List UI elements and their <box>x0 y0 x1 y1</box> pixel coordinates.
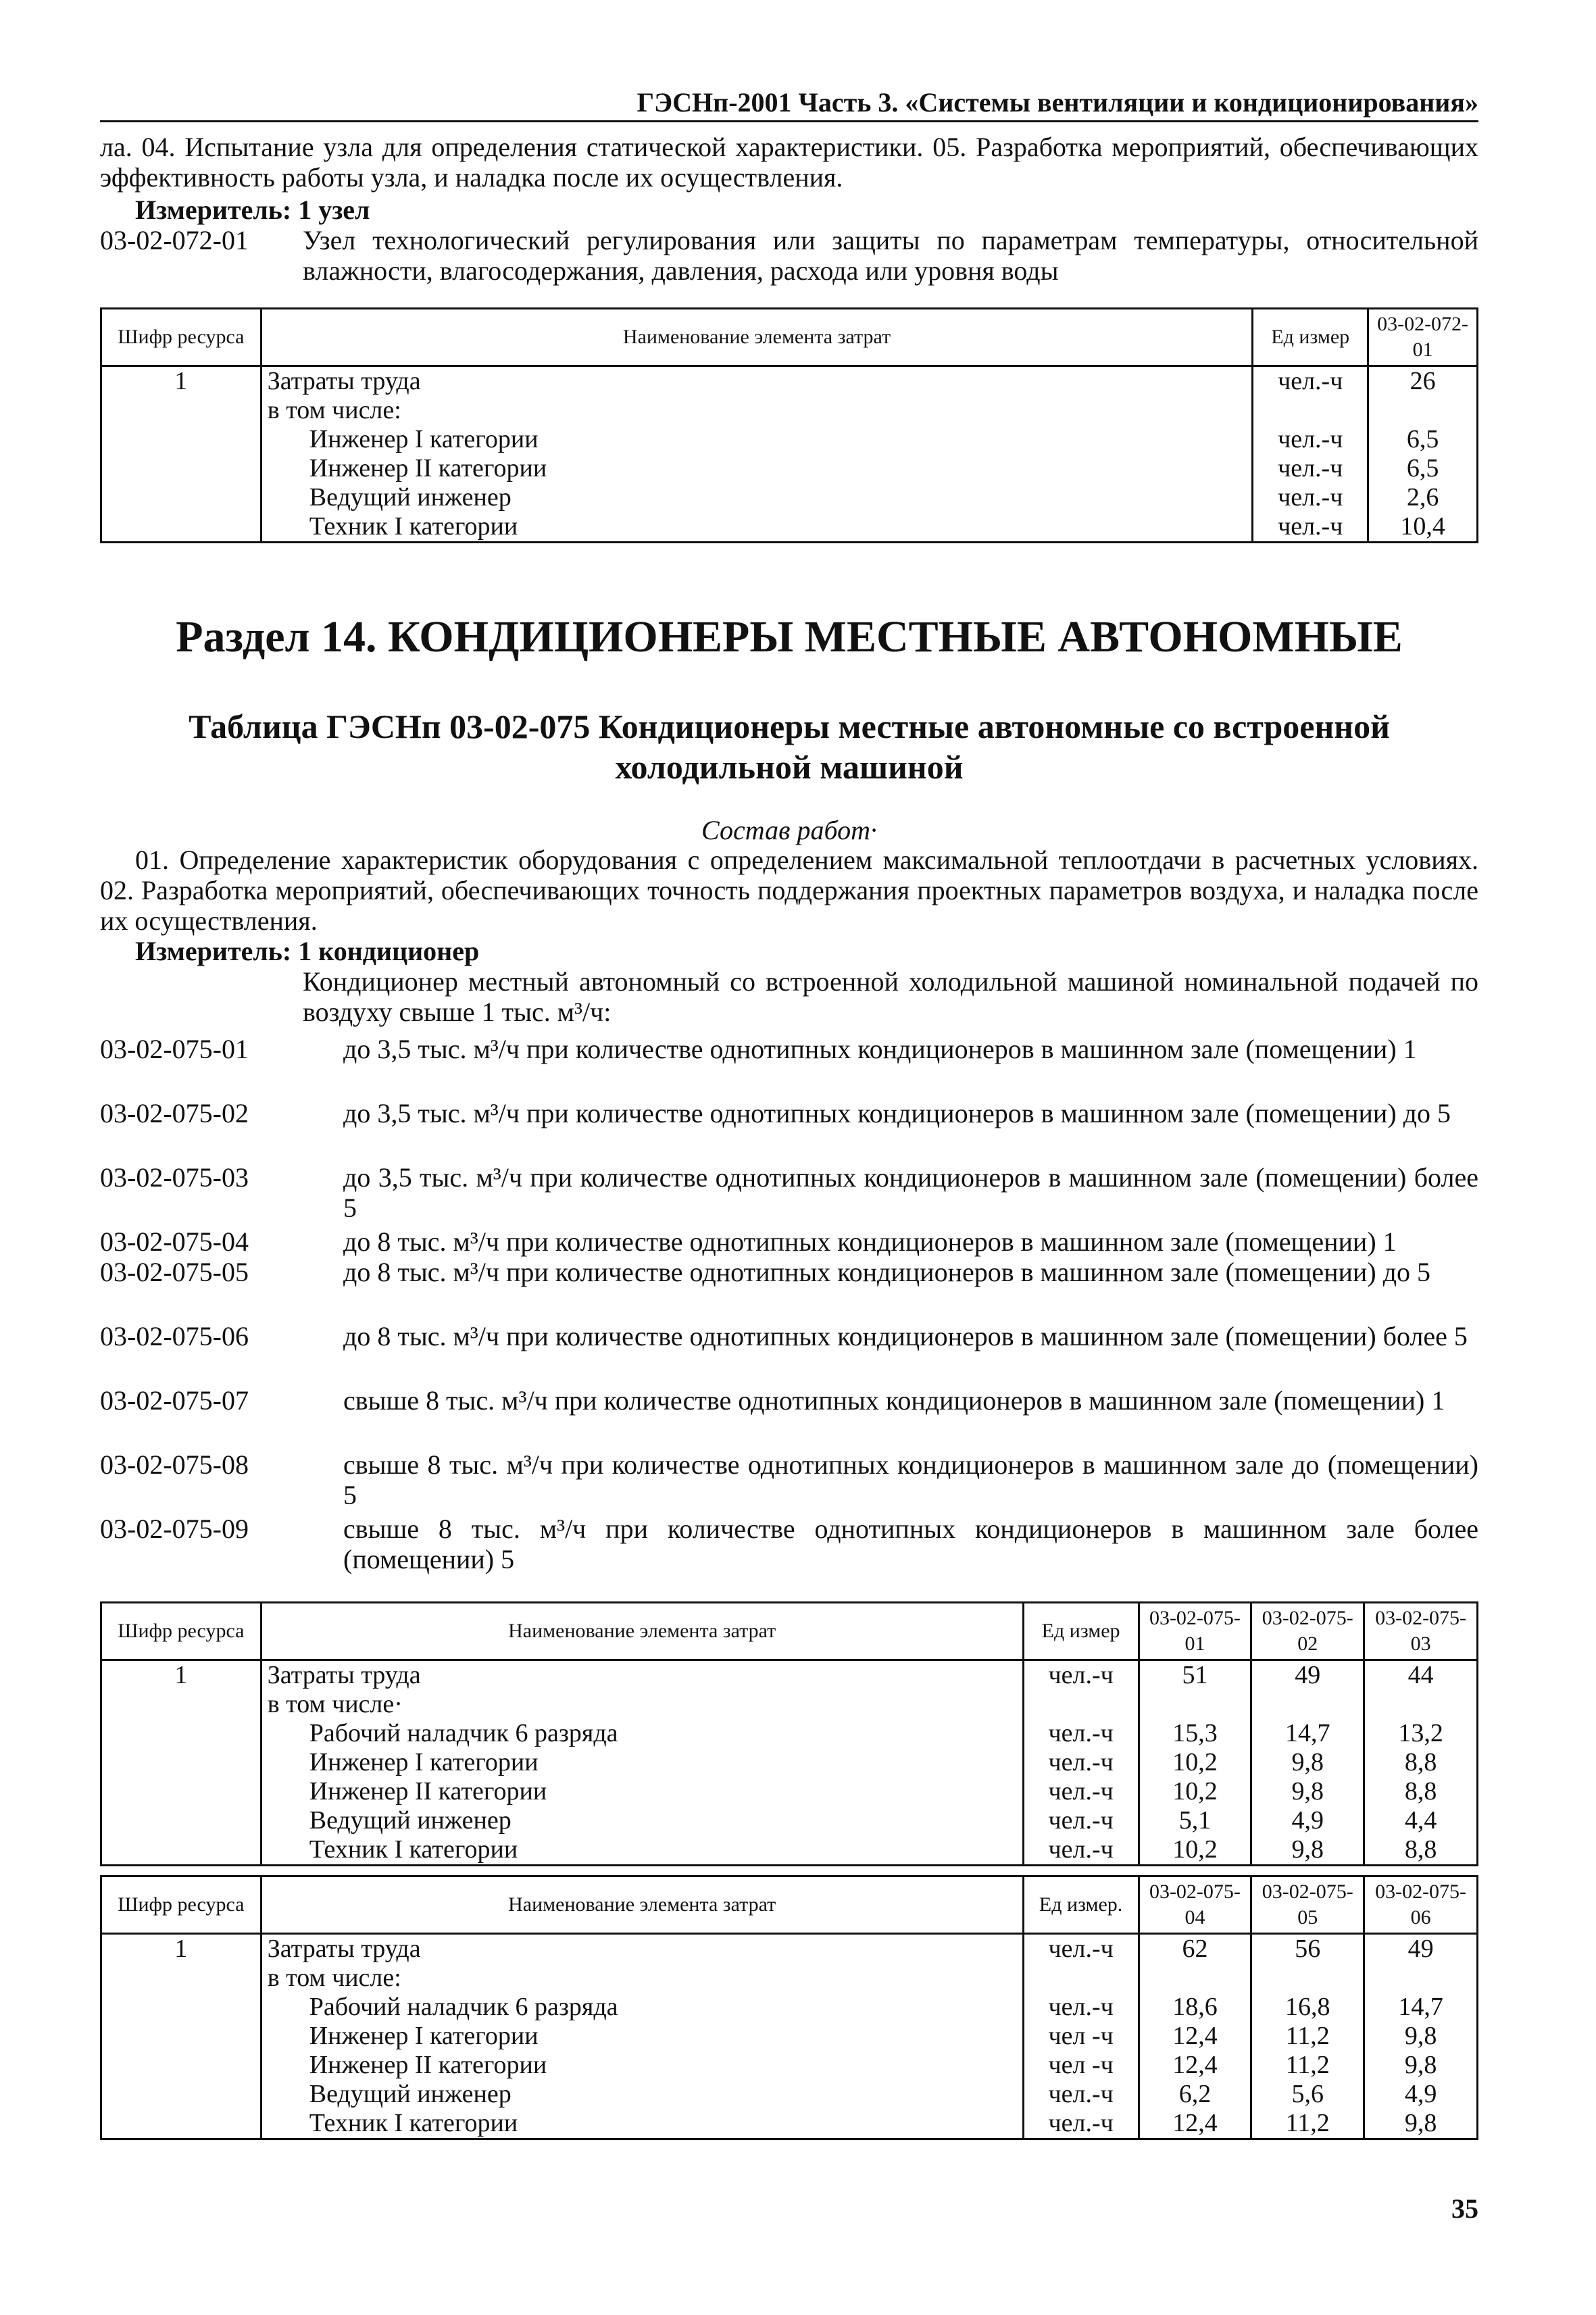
norm-value-cell: 11,2 <box>1251 2022 1364 2051</box>
norm-value-cell <box>1364 1964 1478 1993</box>
work-composition-text: 01. Определение характеристик оборудования с определением максимальной теплоотдачи в расчетных условиях. 02. Разработка мероприятий, обеспечивающих точность поддержания проектных параметров воздуха, и наладка после их осуществления. <box>100 845 1478 936</box>
cost-element-cell: в том числе· <box>261 1690 1023 1719</box>
norm-value-cell: 2,6 <box>1368 483 1478 512</box>
resource-code-cell <box>101 1964 261 1993</box>
norm-value-cell: 11,2 <box>1251 2051 1364 2080</box>
item-description: до 3,5 тыс. м³/ч при количестве однотипных кондиционеров в машинном зале (помещении) 1 <box>343 1034 1417 1064</box>
item-code: 03-02-075-07 <box>100 1385 249 1416</box>
unit-cell: чел -ч <box>1023 2022 1139 2051</box>
col-header-resource-code: Шифр ресурса <box>101 309 261 366</box>
cost-element-cell: Инженер II категории <box>261 2051 1023 2080</box>
cost-element-cell: Рабочий наладчик 6 разряда <box>261 1993 1023 2022</box>
table-title: Таблица ГЭСНп 03-02-075 Кондиционеры местные автономные со встроенной холодильной машиной <box>189 707 1390 786</box>
table-row <box>101 2022 1478 2051</box>
resource-code-cell: 1 <box>101 366 261 397</box>
unit-cell: чел.-ч <box>1023 1719 1139 1748</box>
norm-value-cell: 6,5 <box>1368 454 1478 483</box>
item-description: до 8 тыс. м³/ч при количестве однотипных кондиционеров в машинном зале (помещении) 1 <box>343 1226 1397 1257</box>
col-header-unit: Ед измер <box>1023 1603 1139 1660</box>
norm-value-cell: 62 <box>1139 1934 1251 1964</box>
unit-cell: чел.-ч <box>1023 1660 1139 1691</box>
table-row <box>101 1777 1478 1806</box>
norm-value-cell <box>1364 1690 1478 1719</box>
norm-value-cell: 9,8 <box>1364 2022 1478 2051</box>
unit-cell: чел.-ч <box>1023 1748 1139 1777</box>
cost-element-cell: Ведущий инженер <box>261 2080 1023 2109</box>
norm-value-cell: 5,6 <box>1251 2080 1364 2109</box>
table-row <box>101 454 1478 483</box>
col-header-norm: 03-02-075-05 <box>1251 1876 1364 1934</box>
resource-code-cell <box>101 2080 261 2109</box>
cost-element-cell: в том числе: <box>261 396 1253 425</box>
norm-value-cell <box>1251 1690 1364 1719</box>
table-row <box>101 1690 1478 1719</box>
table-row <box>101 483 1478 512</box>
col-header-cost-element: Наименование элемента затрат <box>261 1603 1023 1660</box>
group-description: Кондиционер местный автономный со встроенной холодильной машиной номинальной подачей по воздуху свыше 1 тыс. м³/ч: <box>303 966 1478 1027</box>
unit-cell: чел.-ч <box>1253 512 1368 543</box>
cost-element-cell: Затраты труда <box>261 366 1253 397</box>
norm-value-cell <box>1251 1964 1364 1993</box>
unit-cell: чел.-ч <box>1023 1993 1139 2022</box>
norm-value-cell: 8,8 <box>1364 1835 1478 1866</box>
item-description: Узел технологический регулирования или защиты по параметрам температуры, относительной влажности, влагосодержания, давления, расхода или уровня воды <box>303 225 1478 286</box>
item-code: 03-02-075-09 <box>100 1514 249 1544</box>
resource-code-cell <box>101 1993 261 2022</box>
resource-code-cell <box>101 1835 261 1866</box>
norm-value-cell: 8,8 <box>1364 1748 1478 1777</box>
resource-code-cell <box>101 425 261 454</box>
col-header-resource-code: Шифр ресурса <box>101 1603 261 1660</box>
norm-value-cell: 11,2 <box>1251 2109 1364 2139</box>
resource-code-cell <box>101 1748 261 1777</box>
item-description: свыше 8 тыс. м³/ч при количестве однотипных кондиционеров в машинном зале до (помещении) 5 <box>343 1449 1478 1510</box>
resource-code-cell <box>101 2109 261 2139</box>
cost-element-cell: Техник I категории <box>261 512 1253 543</box>
cost-element-cell: Рабочий наладчик 6 разряда <box>261 1719 1023 1748</box>
item-description: до 3,5 тыс. м³/ч при количестве однотипных кондиционеров в машинном зале (помещении) до 5 <box>343 1098 1451 1128</box>
norm-value-cell: 9,8 <box>1251 1835 1364 1866</box>
item-code: 03-02-075-06 <box>100 1321 249 1351</box>
item-code: 03-02-075-08 <box>100 1449 249 1480</box>
unit-cell: чел -ч <box>1023 2051 1139 2080</box>
cost-element-cell: Техник I категории <box>261 1835 1023 1866</box>
norm-value-cell: 4,9 <box>1364 2080 1478 2109</box>
norm-value-cell: 5,1 <box>1139 1806 1251 1835</box>
col-header-resource-code: Шифр ресурса <box>101 1876 261 1934</box>
unit-cell <box>1023 1964 1139 1993</box>
resource-code-cell <box>101 1690 261 1719</box>
item-description: свыше 8 тыс. м³/ч при количестве однотипных кондиционеров в машинном зале (помещении) 1 <box>343 1385 1445 1416</box>
unit-cell <box>1023 1690 1139 1719</box>
cost-element-cell: Ведущий инженер <box>261 1806 1023 1835</box>
cost-element-cell: в том числе: <box>261 1964 1023 1993</box>
norm-value-cell: 9,8 <box>1364 2109 1478 2139</box>
table-row <box>101 1964 1478 1993</box>
item-description: до 8 тыс. м³/ч при количестве однотипных кондиционеров в машинном зале (помещении) более 5 <box>343 1321 1468 1351</box>
col-header-norm: 03-02-075-02 <box>1251 1603 1364 1660</box>
table-row <box>101 1993 1478 2022</box>
resource-code-cell <box>101 396 261 425</box>
resource-code-cell <box>101 1806 261 1835</box>
norm-value-cell: 14,7 <box>1251 1719 1364 1748</box>
unit-cell: чел.-ч <box>1253 366 1368 397</box>
col-header-norm: 03-02-075-06 <box>1364 1876 1478 1934</box>
norm-value-cell: 9,8 <box>1251 1777 1364 1806</box>
table-row <box>101 512 1478 543</box>
table-row <box>101 1934 1478 1964</box>
col-header-norm: 03-02-075-01 <box>1139 1603 1251 1660</box>
resource-code-cell: 1 <box>101 1934 261 1964</box>
table-row <box>101 396 1478 425</box>
norm-value-cell: 16,8 <box>1251 1993 1364 2022</box>
unit-cell: чел.-ч <box>1023 1806 1139 1835</box>
resource-code-cell <box>101 1719 261 1748</box>
col-header-cost-element: Наименование элемента затрат <box>261 1876 1023 1934</box>
col-header-cost-element: Наименование элемента затрат <box>261 309 1253 366</box>
table-row <box>101 1748 1478 1777</box>
norm-value-cell: 12,4 <box>1139 2051 1251 2080</box>
norm-value-cell: 12,4 <box>1139 2109 1251 2139</box>
cost-element-cell: Техник I категории <box>261 2109 1023 2139</box>
unit-cell <box>1253 396 1368 425</box>
item-code: 03-02-075-03 <box>100 1162 249 1193</box>
cost-element-cell: Инженер I категории <box>261 425 1253 454</box>
table-row <box>101 1835 1478 1866</box>
section-title: Раздел 14. КОНДИЦИОНЕРЫ МЕСТНЫЕ АВТОНОМНЫЕ <box>176 612 1403 662</box>
col-header-unit: Ед измер. <box>1023 1876 1139 1934</box>
unit-cell: чел.-ч <box>1253 454 1368 483</box>
item-description: до 8 тыс. м³/ч при количестве однотипных кондиционеров в машинном зале (помещении) до 5 <box>343 1257 1430 1287</box>
col-header-norm: 03-02-072-01 <box>1368 309 1478 366</box>
norm-value-cell: 10,2 <box>1139 1777 1251 1806</box>
col-header-norm: 03-02-075-04 <box>1139 1876 1251 1934</box>
table-row <box>101 1806 1478 1835</box>
cost-element-cell: Инженер II категории <box>261 454 1253 483</box>
unit-cell: чел.-ч <box>1023 1777 1139 1806</box>
unit-cell: чел.-ч <box>1023 1934 1139 1964</box>
item-description: до 3,5 тыс. м³/ч при количестве однотипных кондиционеров в машинном зале (помещении) более 5 <box>343 1162 1478 1223</box>
norm-value-cell: 18,6 <box>1139 1993 1251 2022</box>
norm-value-cell: 4,9 <box>1251 1806 1364 1835</box>
measure-unit-2: Измеритель: 1 кондиционер <box>135 936 480 966</box>
norm-value-cell: 10,2 <box>1139 1748 1251 1777</box>
cost-element-cell: Инженер I категории <box>261 2022 1023 2051</box>
cost-element-cell: Ведущий инженер <box>261 483 1253 512</box>
unit-cell: чел.-ч <box>1023 2109 1139 2139</box>
norm-value-cell: 8,8 <box>1364 1777 1478 1806</box>
norm-value-cell: 56 <box>1251 1934 1364 1964</box>
norm-value-cell <box>1368 396 1478 425</box>
item-code: 03-02-075-05 <box>100 1257 249 1287</box>
table-row <box>101 425 1478 454</box>
norm-value-cell: 6,5 <box>1368 425 1478 454</box>
item-code: 03-02-075-01 <box>100 1034 249 1064</box>
resource-code-cell <box>101 454 261 483</box>
norm-value-cell <box>1139 1690 1251 1719</box>
table-row <box>101 1660 1478 1691</box>
item-code: 03-02-072-01 <box>100 225 249 255</box>
table-row <box>101 2051 1478 2080</box>
norms-table-2 <box>100 1601 1478 1866</box>
cost-element-cell: Затраты труда <box>261 1660 1023 1691</box>
resource-code-cell <box>101 512 261 543</box>
resource-code-cell <box>101 2051 261 2080</box>
norm-value-cell: 9,8 <box>1251 1748 1364 1777</box>
norm-value-cell: 26 <box>1368 366 1478 397</box>
resource-code-cell <box>101 2022 261 2051</box>
resource-code-cell: 1 <box>101 1660 261 1691</box>
cost-element-cell: Инженер II категории <box>261 1777 1023 1806</box>
norm-value-cell: 49 <box>1364 1934 1478 1964</box>
table-row <box>101 1719 1478 1748</box>
col-header-unit: Ед измер <box>1253 309 1368 366</box>
cost-element-cell: Инженер I категории <box>261 1748 1023 1777</box>
item-code: 03-02-075-02 <box>100 1098 249 1128</box>
work-composition-label: Состав работ· <box>701 815 877 845</box>
unit-cell: чел.-ч <box>1023 2080 1139 2109</box>
unit-cell: чел.-ч <box>1253 483 1368 512</box>
norm-value-cell: 12,4 <box>1139 2022 1251 2051</box>
norm-value-cell <box>1139 1964 1251 1993</box>
col-header-norm: 03-02-075-03 <box>1364 1603 1478 1660</box>
norm-value-cell: 6,2 <box>1139 2080 1251 2109</box>
unit-cell: чел.-ч <box>1023 1835 1139 1866</box>
norm-value-cell: 14,7 <box>1364 1993 1478 2022</box>
header-rule <box>100 120 1478 122</box>
norms-table-3 <box>100 1875 1478 2140</box>
norm-value-cell: 9,8 <box>1364 2051 1478 2080</box>
norm-value-cell: 44 <box>1364 1660 1478 1691</box>
table-row <box>101 2109 1478 2139</box>
item-code: 03-02-075-04 <box>100 1226 249 1257</box>
norm-value-cell: 10,4 <box>1368 512 1478 543</box>
table-row <box>101 2080 1478 2109</box>
resource-code-cell <box>101 483 261 512</box>
measure-unit-1: Измеритель: 1 узел <box>135 195 370 225</box>
resource-code-cell <box>101 1777 261 1806</box>
running-header: ГЭСНп-2001 Часть 3. «Системы вентиляции и кондиционирования» <box>637 87 1478 118</box>
unit-cell: чел.-ч <box>1253 425 1368 454</box>
norm-value-cell: 4,4 <box>1364 1806 1478 1835</box>
norm-value-cell: 15,3 <box>1139 1719 1251 1748</box>
intro-paragraph: ла. 04. Испытание узла для определения статической характеристики. 05. Разработка мероприятий, обеспечивающих эффективность работы узла, и наладка после их осуществления. <box>100 132 1478 193</box>
norm-value-cell: 49 <box>1251 1660 1364 1691</box>
norm-value-cell: 10,2 <box>1139 1835 1251 1866</box>
table-row <box>101 366 1478 397</box>
item-description: свыше 8 тыс. м³/ч при количестве однотипных кондиционеров в машинном зале более (помещении) 5 <box>343 1514 1478 1574</box>
norms-table-1 <box>100 307 1478 543</box>
cost-element-cell: Затраты труда <box>261 1934 1023 1964</box>
norm-value-cell: 51 <box>1139 1660 1251 1691</box>
norm-value-cell: 13,2 <box>1364 1719 1478 1748</box>
page-number: 35 <box>1451 2193 1478 2224</box>
